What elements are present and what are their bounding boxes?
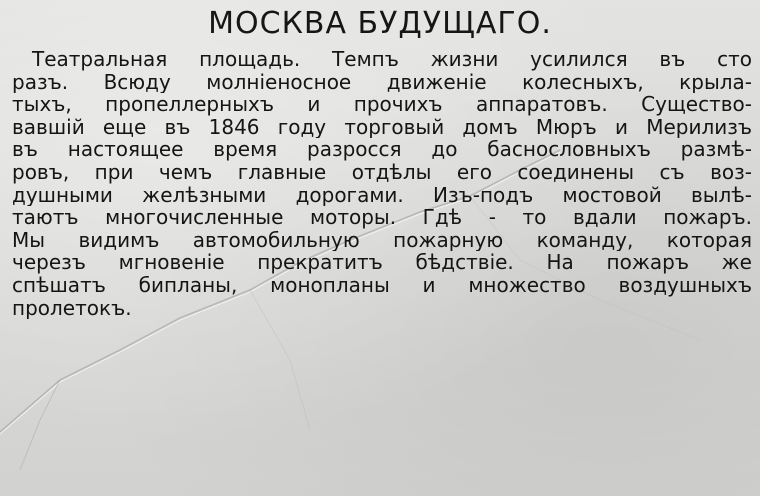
text-line: Театральная площадь. Темпъ жизни усилился въ сто [32,48,752,71]
text-line: спѣшатъ бипланы, монопланы и множество воздушныхъ [12,273,752,297]
text-line: тыхъ, пропеллерныхъ и прочихъ аппаратовъ. Существо- [12,93,752,116]
text-line: таютъ многочисленные моторы. Гдѣ - то вдали пожаръ. [12,206,752,229]
text-line: душными желѣзными дорогами. Изъ-подъ мостовой вылѣ- [12,183,752,207]
text-line: вавшій еще въ 1846 году торговый домъ Мюръ и Мерилизъ [12,115,752,139]
text-line: Мы видимъ автомобильную пожарную команду, которая [12,228,752,252]
text-line: черезъ мгновеніе прекратитъ бѣдствіе. На пожаръ же [12,251,752,274]
text-line: разъ. Всюду молніеносное движеніе колесныхъ, крыла- [12,70,752,94]
text-line: ровъ, при чемъ главные отдѣлы его соединены съ воз- [12,160,752,184]
article-body [12,48,752,319]
text-line: пролетокъ. [12,296,132,320]
page-title: МОСКВА БУДУЩАГО. [208,6,552,41]
text-line: въ настоящее время разросся до баснословныхъ размѣ- [12,138,752,161]
